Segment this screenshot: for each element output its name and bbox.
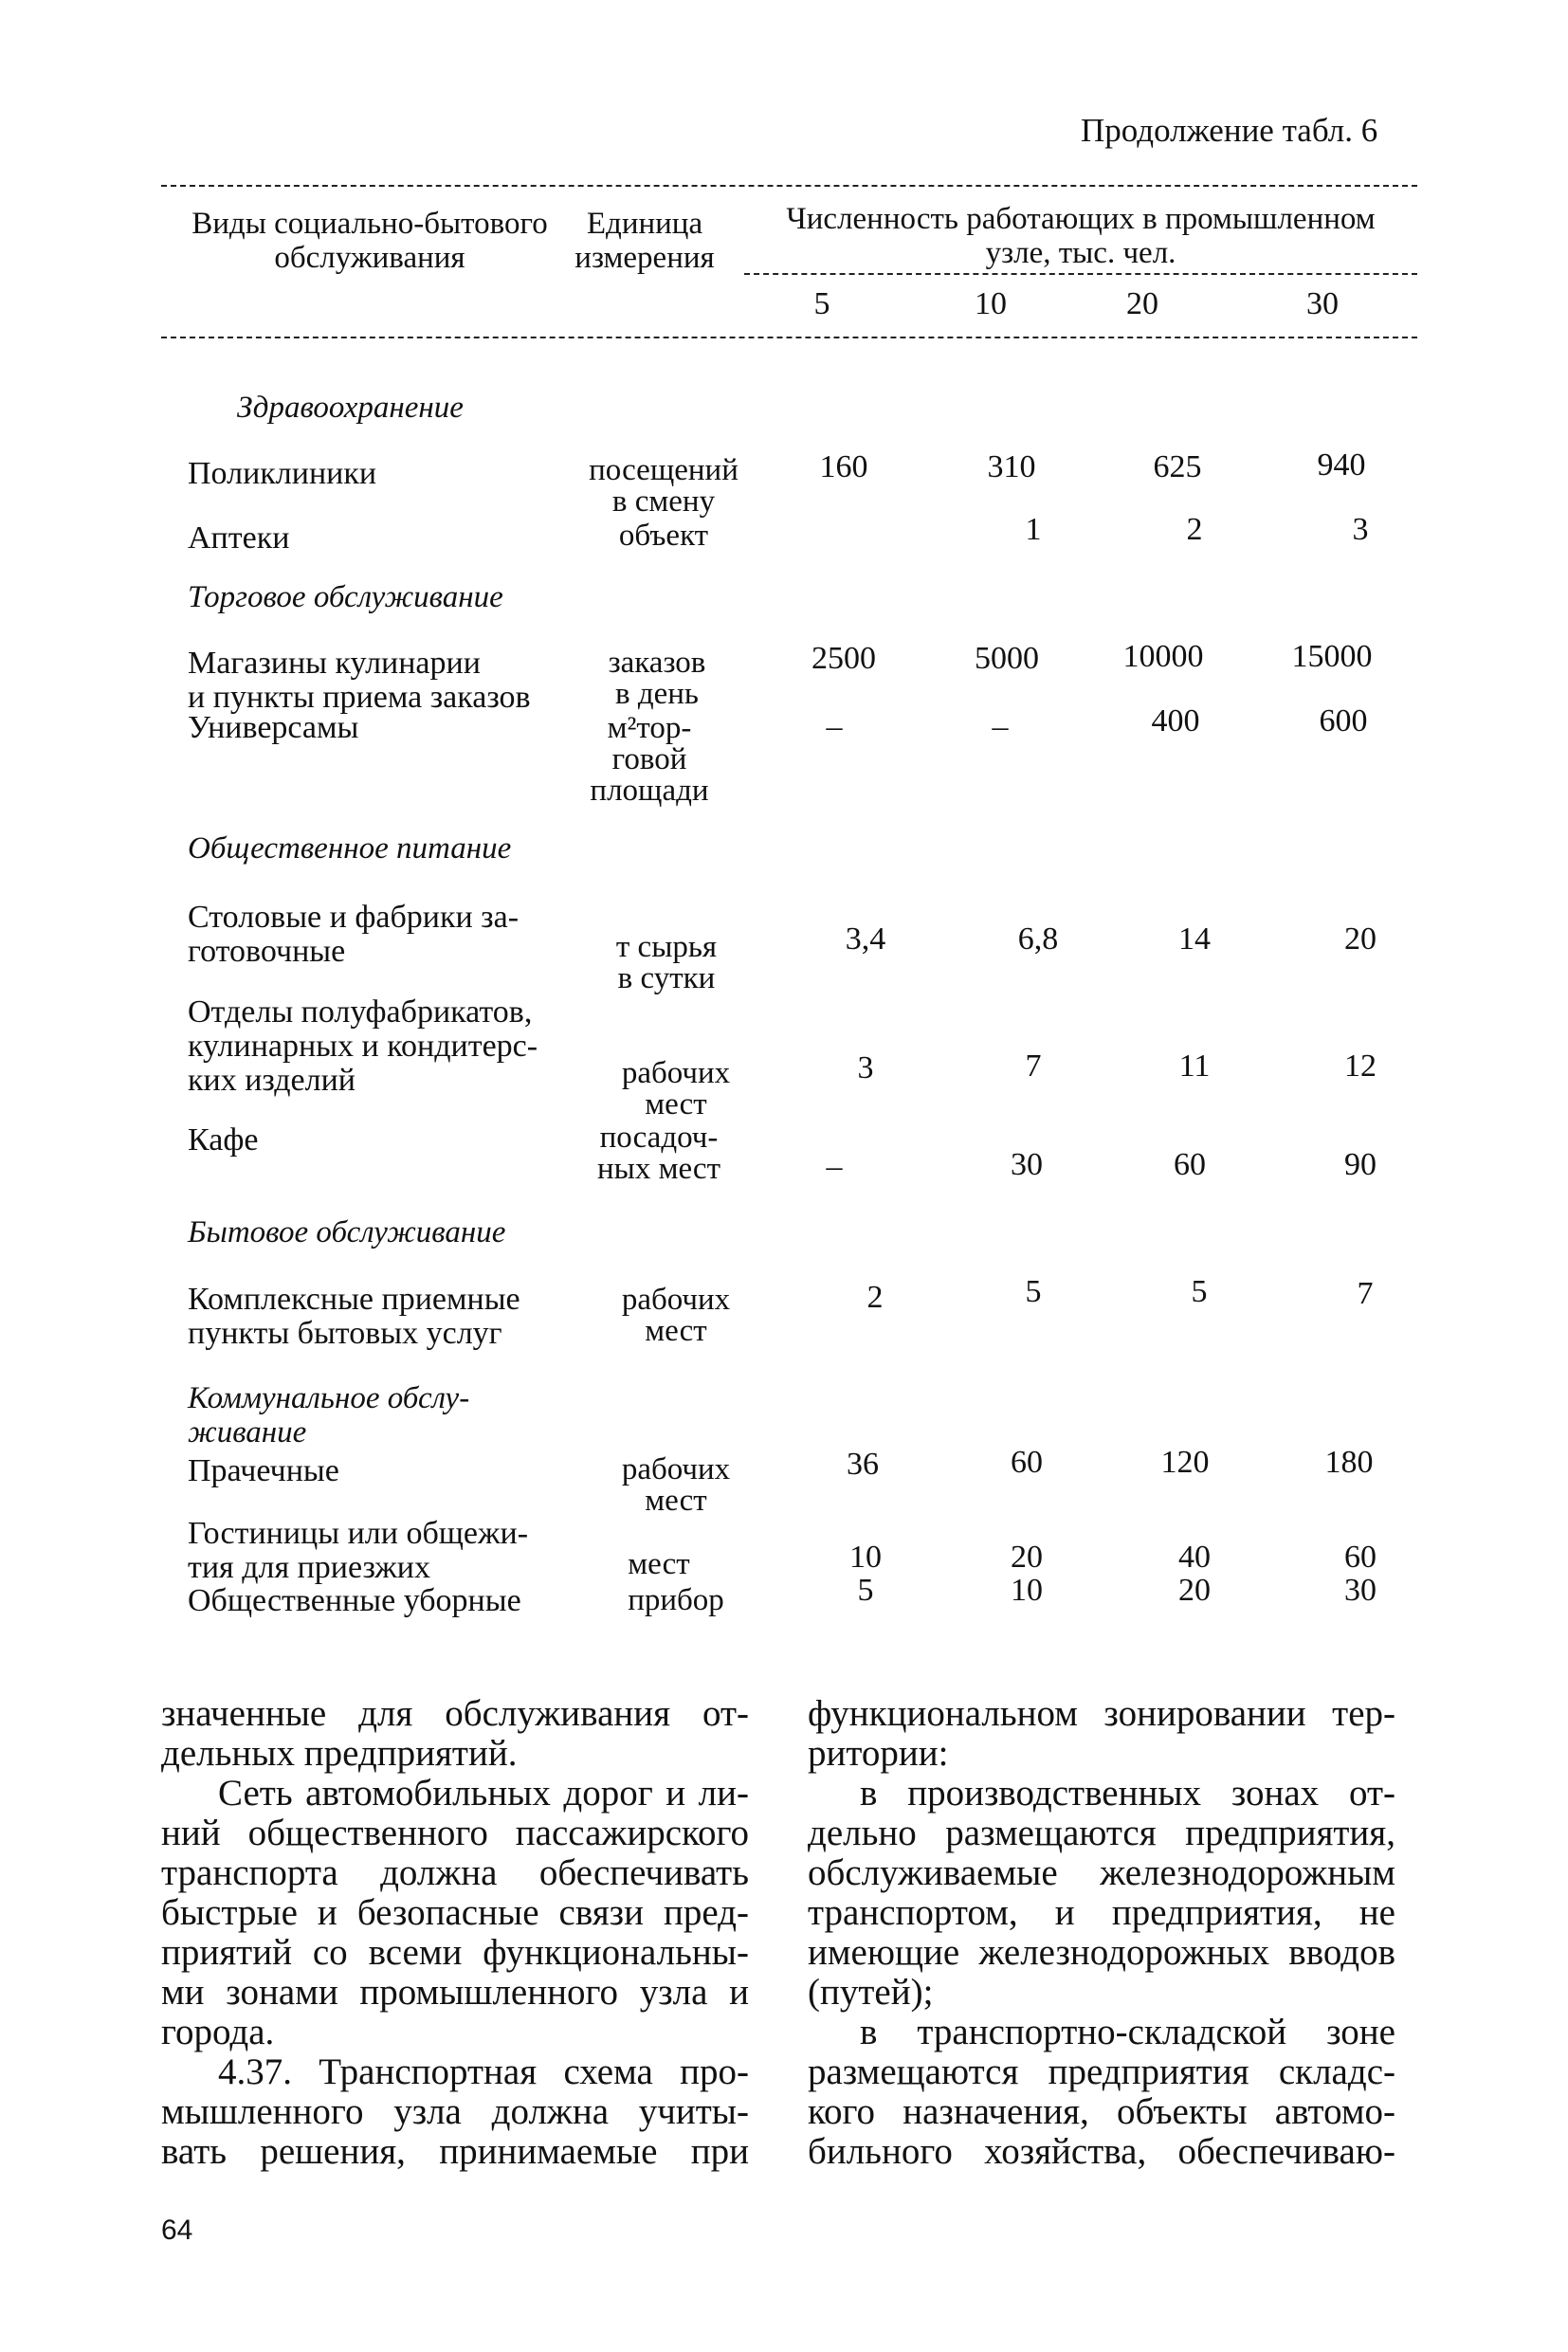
header-unit: Единица измерения xyxy=(574,207,715,275)
row-unit: т сырья в сутки xyxy=(615,930,718,995)
page-number: 64 xyxy=(161,2215,193,2246)
row-label: Комплексные приемные пункты бытовых услуг xyxy=(188,1282,520,1351)
row-value: 14 xyxy=(1178,921,1211,957)
row-value: 5 xyxy=(857,1573,874,1608)
row-value: 20 xyxy=(1011,1540,1043,1575)
row-value: 2500 xyxy=(811,641,876,676)
row-value: 310 xyxy=(987,449,1036,484)
row-label: Кафе xyxy=(188,1122,259,1158)
row-value: 160 xyxy=(819,449,868,484)
row-unit: заказов в день xyxy=(608,646,706,711)
row-value: 5000 xyxy=(975,641,1039,676)
row-value: 60 xyxy=(1344,1540,1377,1575)
table-caption: Продолжение табл. 6 xyxy=(1081,112,1378,149)
header-size-10: 10 xyxy=(975,286,1007,321)
row-value: 3 xyxy=(1352,512,1369,547)
category-trade: Торговое обслуживание xyxy=(188,580,503,614)
row-unit: рабочих мест xyxy=(621,1056,731,1121)
row-value: 36 xyxy=(847,1447,879,1482)
row-value: 10 xyxy=(849,1540,882,1575)
category-household: Бытовое обслуживание xyxy=(188,1215,506,1249)
row-value: 30 xyxy=(1344,1573,1377,1608)
row-value: – xyxy=(992,709,1009,744)
header-size-5: 5 xyxy=(813,286,830,321)
header-size-20: 20 xyxy=(1126,286,1158,321)
row-value: 40 xyxy=(1178,1540,1211,1575)
row-value: 10 xyxy=(1011,1573,1043,1608)
row-unit: посещений в смену xyxy=(589,453,738,519)
header-sub-rule xyxy=(744,273,1417,275)
row-label: Магазины кулинарии и пункты приема заказов xyxy=(188,646,531,715)
row-value: 11 xyxy=(1178,1048,1211,1084)
table-top-rule xyxy=(161,185,1417,187)
row-value: 7 xyxy=(1025,1048,1042,1084)
row-label: Универсамы xyxy=(188,710,359,745)
row-value: 90 xyxy=(1344,1147,1377,1182)
row-label: Поликлиники xyxy=(188,456,377,491)
row-value: 20 xyxy=(1178,1573,1211,1608)
row-value: 60 xyxy=(1011,1445,1043,1480)
row-label: Столовые и фабрики за- готовочные xyxy=(188,900,520,969)
row-value: 400 xyxy=(1151,703,1200,738)
row-value: 20 xyxy=(1344,921,1377,957)
row-value: 600 xyxy=(1319,703,1368,738)
row-value: 3 xyxy=(857,1050,874,1085)
body-text-right-column: функциональном зонировании тер- ритории: в производственных зонах от- дельно размещаются предприятия, обслуживаемые железнодорожным транспортом, и предприятия, не имеющие железнодорожных вводов (путей); в транспортно-складской зоне размещаются предприятия складс- кого назначения, объекты автомо- бильного хозяйства, обеспечиваю- xyxy=(808,1693,1395,2172)
row-value: 2 xyxy=(1186,512,1203,547)
header-bottom-rule xyxy=(161,337,1417,338)
row-value: 5 xyxy=(1191,1274,1208,1309)
row-label: Гостиницы или общежи- тия для приезжих xyxy=(188,1516,529,1585)
row-unit: мест xyxy=(628,1547,690,1581)
row-value: 1 xyxy=(1025,512,1042,547)
row-value: 180 xyxy=(1324,1445,1374,1480)
row-label: Аптеки xyxy=(188,520,290,556)
body-text-left-column: значенные для обслуживания от- дельных предприятий. Сеть автомобильных дорог и ли- ний общественного пассажирского транспорта должна обеспечивать быстрые и безопасные связи пред- приятий со всеми функциональны- ми зонами промышленного узла и города. 4.37. Транспортная схема про- мышленного узла должна учиты- вать решения, принимаемые при xyxy=(161,1693,749,2172)
row-value: 60 xyxy=(1174,1147,1206,1182)
row-value: 2 xyxy=(866,1280,884,1315)
row-value: 10000 xyxy=(1122,639,1204,674)
row-unit: рабочих мест xyxy=(621,1283,731,1348)
row-label: Отделы полуфабрикатов, кулинарных и кондитерс- ких изделий xyxy=(188,994,538,1098)
row-value: 30 xyxy=(1011,1147,1043,1182)
header-size-30: 30 xyxy=(1306,286,1339,321)
row-unit: посадоч- ных мест xyxy=(596,1121,720,1186)
row-value: – xyxy=(826,709,843,744)
row-value: 120 xyxy=(1160,1445,1210,1480)
row-unit: прибор xyxy=(628,1583,724,1617)
header-service-types: Виды социально-бытового обслуживания xyxy=(191,207,548,275)
row-unit: м²тор- говой площади xyxy=(590,711,709,808)
category-catering: Общественное питание xyxy=(188,831,512,866)
header-workers-count: Численность работающих в промышленном узле, тыс. чел. xyxy=(786,202,1376,270)
row-value: 12 xyxy=(1344,1048,1377,1084)
row-value: 625 xyxy=(1153,449,1202,484)
row-value: 3,4 xyxy=(845,921,886,957)
row-label: Прачечные xyxy=(188,1453,339,1488)
row-unit: объект xyxy=(618,519,709,553)
row-value: 7 xyxy=(1357,1276,1374,1311)
row-value: 5 xyxy=(1025,1274,1042,1309)
row-label: Общественные уборные xyxy=(188,1583,521,1618)
row-unit: рабочих мест xyxy=(621,1452,731,1518)
category-healthcare: Здравоохранение xyxy=(237,391,464,425)
row-value: 15000 xyxy=(1291,639,1373,674)
row-value: 940 xyxy=(1317,447,1366,483)
row-value: 6,8 xyxy=(1017,921,1059,957)
row-value: – xyxy=(826,1149,843,1184)
category-communal: Коммунальное обслу- живание xyxy=(188,1381,470,1449)
